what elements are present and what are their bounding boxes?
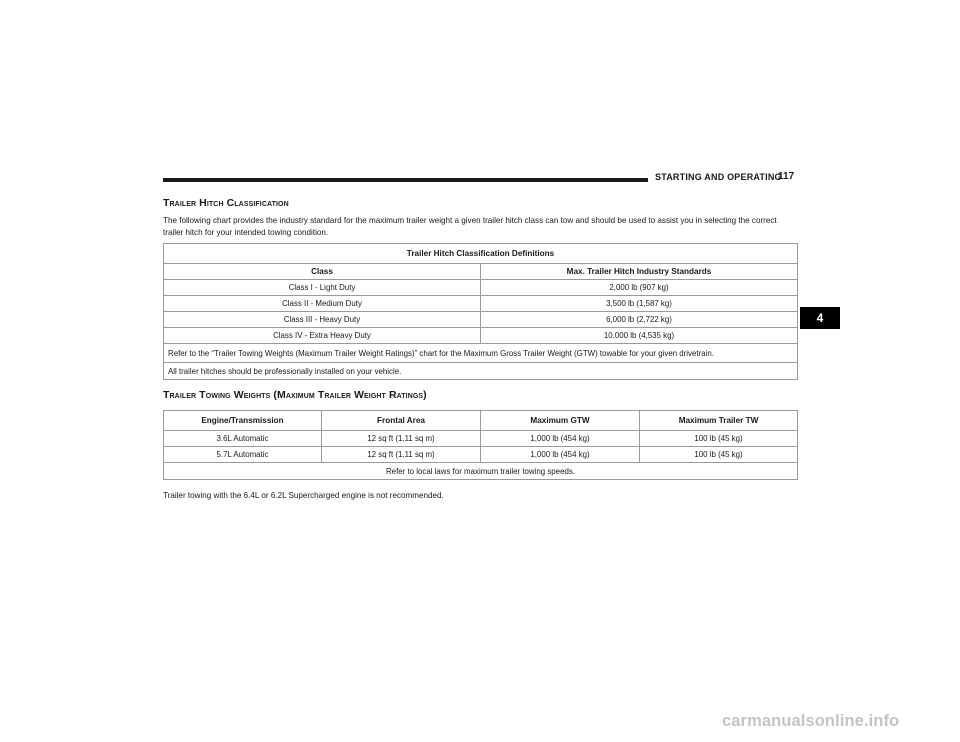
table-title: Trailer Hitch Classification Definitions — [164, 244, 798, 264]
column-header: Maximum GTW — [481, 411, 640, 431]
towing-weights-heading: Trailer Towing Weights (Maximum Trailer Weight Ratings) — [163, 389, 427, 401]
watermark-text: carmanualsonline.info — [722, 712, 900, 730]
table-cell: 12 sq ft (1.11 sq m) — [322, 447, 481, 463]
running-header-section: STARTING AND OPERATING — [655, 172, 782, 182]
watermark — [722, 712, 899, 731]
header-rule — [163, 178, 648, 182]
column-header: Max. Trailer Hitch Industry Standards — [481, 264, 798, 280]
table-cell: 2,000 lb (907 kg) — [481, 280, 798, 296]
table-cell: Class III - Heavy Duty — [164, 312, 481, 328]
table-cell: 10,000 lb (4,535 kg) — [481, 328, 798, 344]
table-cell: 12 sq ft (1.11 sq m) — [322, 431, 481, 447]
table-cell: 3.6L Automatic — [164, 431, 322, 447]
table-title-row — [164, 244, 798, 264]
column-header: Class — [164, 264, 481, 280]
table-note-row — [164, 363, 798, 380]
table-cell: Class IV - Extra Heavy Duty — [164, 328, 481, 344]
table-row — [164, 280, 798, 296]
table-note-row — [164, 344, 798, 363]
table-row — [164, 431, 798, 447]
column-header: Frontal Area — [322, 411, 481, 431]
chapter-tab[interactable] — [800, 307, 840, 329]
table-note: All trailer hitches should be professionally installed on your vehicle. — [164, 363, 798, 380]
table-cell: Class I - Light Duty — [164, 280, 481, 296]
hitch-intro-paragraph: The following chart provides the industry standard for the maximum trailer weight a given trailer hitch class can tow and should be used to assist you in selecting the correct trailer hitch for your intended towing condition. — [163, 216, 777, 237]
table-cell: 3,500 lb (1,587 kg) — [481, 296, 798, 312]
table-row — [164, 296, 798, 312]
table-cell: 100 lb (45 kg) — [640, 447, 798, 463]
table-note: Refer to the “Trailer Towing Weights (Maximum Trailer Weight Ratings)” chart for the Maximum Gross Trailer Weight (GTW) towable for your given drivetrain. — [164, 344, 798, 363]
table-cell: 5.7L Automatic — [164, 447, 322, 463]
towing-weights-table — [163, 410, 798, 480]
hitch-classification-heading: Trailer Hitch Classification — [163, 197, 289, 209]
table-cell: 6,000 lb (2,722 kg) — [481, 312, 798, 328]
table-cell: 1,000 lb (454 kg) — [481, 431, 640, 447]
chapter-tab-label: 4 — [816, 311, 824, 325]
table-cell: 100 lb (45 kg) — [640, 431, 798, 447]
table-cell: 1,000 lb (454 kg) — [481, 447, 640, 463]
table-note: Refer to local laws for maximum trailer towing speeds. — [164, 463, 798, 480]
supercharged-warning-text: Trailer towing with the 6.4L or 6.2L Supercharged engine is not recommended. — [163, 491, 444, 500]
table-row — [164, 328, 798, 344]
table-cell: Class II - Medium Duty — [164, 296, 481, 312]
column-header: Engine/Transmission — [164, 411, 322, 431]
page-number: 117 — [778, 171, 795, 182]
hitch-classification-table — [163, 243, 798, 380]
table-header-row — [164, 411, 798, 431]
table-header-row — [164, 264, 798, 280]
table-note-row — [164, 463, 798, 480]
column-header: Maximum Trailer TW — [640, 411, 798, 431]
table-row — [164, 447, 798, 463]
table-row — [164, 312, 798, 328]
